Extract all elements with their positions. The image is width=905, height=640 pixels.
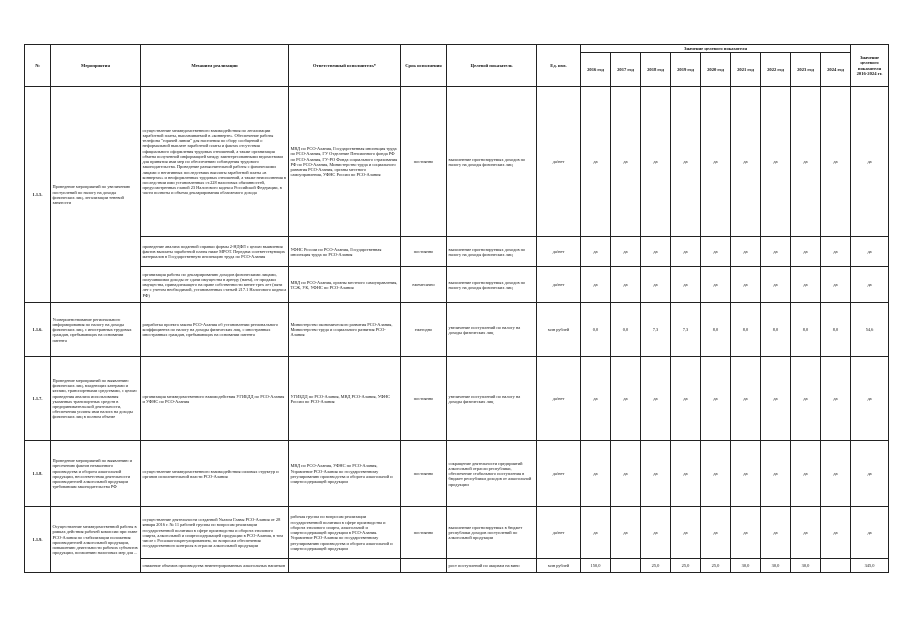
event-cell: Осуществление межведомственной работы в рамках действия рабочей комиссии при главе РСО-Алания по стабилизации положения производителей алкогольной продукции, повышению деятельности рабочих субъектов продукции, погашению налоговых мер для ... <box>51 507 141 573</box>
value-cell: 25,0 <box>641 559 671 573</box>
value-cell: 25,0 <box>701 559 731 573</box>
value-cell: да <box>701 87 731 237</box>
unit-cell: да/нет <box>537 507 581 559</box>
row-number: 1.1.8. <box>25 441 51 507</box>
table-row <box>25 559 889 573</box>
value-cell: да <box>701 237 731 267</box>
header-responsible: Ответственный исполнитель* <box>289 45 401 87</box>
total-cell: 345,0 <box>851 559 889 573</box>
total-cell: да <box>851 87 889 237</box>
value-cell: 8,0 <box>821 303 851 357</box>
table-row <box>25 237 889 267</box>
event-cell: Проведение мероприятий по выявлению физических лиц, владеющих катерами и яхтами, транспортными средствами, с целью проведения анализа использования указанных транспортных средств в предпринимательской деятельности, обеспечения уплаты ими налога на доходы физических лиц в полном объеме <box>51 357 141 441</box>
mechanism-cell: осуществление межведомственного взаимодействия по легализации заработной платы, выплачиваемой в «конверте». Обеспечение работы телефона "горячей линии" для населения по сбору сообщений о неформальной выплате заработной платы и фактах отсутствия официального оформления трудовых отношений, а также организация обмена полученной информацией между заинтересованными ведомствами для принятия ими мер по обеспечению соблюдения трудового законодательства. Проведение разъяснительной работы с физическими лицами о негативных последствиях выплаты заработной платы «в конвертах» и неоформленных трудовых отношений, а также неисполнения в последствии ими установленных ст.228 налоговых обязанностей, предусмотренных главой 23 Налогового кодекса Российской Федерации, в части полноты и объема декларирования облагаемого дохода <box>141 87 289 237</box>
event-cell: Проведение мероприятий по выявлению и пресечению фактов незаконного производства и оборота алкогольной продукции, несоответствия деятельности производителей алкогольной продукции требованиям законодательства РФ <box>51 441 141 507</box>
unit-cell: да/нет <box>537 441 581 507</box>
header-num: № <box>25 45 51 87</box>
value-cell: да <box>731 441 761 507</box>
value-cell: да <box>821 441 851 507</box>
value-cell: 8,0 <box>761 303 791 357</box>
table-row <box>25 267 889 303</box>
value-cell: 0,0 <box>611 303 641 357</box>
value-cell: да <box>581 267 611 303</box>
header-mechanism: Механизм реализации <box>141 45 289 87</box>
value-cell: да <box>671 237 701 267</box>
header-values-group: Значение целевого показателя <box>581 45 851 53</box>
term-cell: постоянно <box>401 441 447 507</box>
mechanism-cell: организация межведомственного взаимодействия УГИБДД по РСО-Алания и УФНС по РСО-Алания <box>141 357 289 441</box>
value-cell: да <box>641 441 671 507</box>
row-number: 1.1.9. <box>25 507 51 573</box>
event-cell: Проведение мероприятий по увеличению поступлений по налогу на доходы физических лиц, легализации теневой занятости <box>51 87 141 303</box>
value-cell: да <box>671 507 701 559</box>
value-cell: да <box>761 237 791 267</box>
table-row <box>25 87 889 237</box>
value-cell: да <box>821 237 851 267</box>
term-cell: постоянно <box>401 507 447 559</box>
table-row <box>25 507 889 559</box>
mechanism-cell: организация работы по декларированию доходов физическими лицами, получившими доходы от сдачи имущества в аренду (наем), от продажи имущества, принадлежащего на праве собственности менее трех лет (пяти лет с учетом необходимой, установленных статьей 217.1 Налогового кодекса РФ) <box>141 267 289 303</box>
value-cell: 8,0 <box>791 303 821 357</box>
row-number: 1.1.7. <box>25 357 51 441</box>
header-year: 2024 год <box>821 53 851 87</box>
value-cell: да <box>761 507 791 559</box>
value-cell: да <box>731 267 761 303</box>
target-cell: выполнение прогнозируемых доходов по налогу на доходы физических лиц <box>447 267 537 303</box>
header-year: 2016 год <box>581 53 611 87</box>
value-cell: да <box>581 441 611 507</box>
value-cell: да <box>671 87 701 237</box>
value-cell: да <box>791 507 821 559</box>
header-unit: Ед. изм. <box>537 45 581 87</box>
header-total: Значение целевого показателя 2016-2024 гг. <box>851 45 889 87</box>
mechanism-cell: проведение анализа поданной справки формы 2-НДФЛ с целью выявления фактов выплаты заработной платы ниже МРОТ. Передача соответствующих материалов в Государственную инспекцию труда по РСО-Алания <box>141 237 289 267</box>
value-cell: да <box>821 357 851 441</box>
mechanism-cell: осуществление деятельности созданной Указом Главы РСО-Алания от 28 января 2016 г. № 11 рабочей группы по вопросам реализации государственной политики в сфере производства и оборота этилового спирта, алкогольной и спиртосодержащей продукции в РСО-Алания, в том числе с Росалкогольрегулированием, по вопросам обеспечения государственного контроля в отрасли алкогольной продукции <box>141 507 289 559</box>
total-cell: да <box>851 441 889 507</box>
value-cell: да <box>731 237 761 267</box>
term-cell: постоянно <box>401 87 447 237</box>
unit-cell: млн рублей <box>537 559 581 573</box>
value-cell: да <box>791 87 821 237</box>
value-cell: 30,0 <box>761 559 791 573</box>
header-year: 2019 год <box>671 53 701 87</box>
value-cell: 8,0 <box>701 303 731 357</box>
event-cell: Усовершенствование регионального информирования по налогу на доходы физических лиц, с иностранных трудовых граждан, пребывающих на основании патента <box>51 303 141 357</box>
row-number: 1.1.5. <box>25 87 51 303</box>
value-cell: да <box>791 237 821 267</box>
value-cell: да <box>641 87 671 237</box>
target-cell: выполнение прогнозируемых в бюджет республики доходов поступлений по алкогольной продукции <box>447 507 537 559</box>
value-cell <box>821 559 851 573</box>
unit-cell: да/нет <box>537 237 581 267</box>
target-cell: выполнение прогнозируемых доходов по налогу на доходы физических лиц <box>447 237 537 267</box>
responsible-cell: Министерство экономического развития РСО-Алания, Министерство труда и социального развития РСО-Алания <box>289 303 401 357</box>
total-cell: да <box>851 267 889 303</box>
responsible-cell: УФНС России по РСО-Алания, Государственная инспекция труда по РСО-Алания <box>289 237 401 267</box>
value-cell: да <box>641 507 671 559</box>
header-year: 2020 год <box>701 53 731 87</box>
responsible-cell <box>289 559 401 573</box>
total-cell: да <box>851 507 889 559</box>
term-cell: ежемесячно <box>401 267 447 303</box>
responsible-cell: МВД по РСО-Алания, Государственная инспекция труда по РСО-Алания, ГУ Отделение Пенсионного фонда РФ по РСО-Алания, ГУ-РО Фонда социального страхования РФ по РСО-Алания, Министерство труда и социального развития РСО-Алания, органы местного самоуправления, УФНС России по РСО-Алания <box>289 87 401 237</box>
value-cell: 0,0 <box>581 303 611 357</box>
value-cell: да <box>671 441 701 507</box>
target-cell: увеличение поступлений по налогу на доходы физических лиц <box>447 303 537 357</box>
term-cell <box>401 559 447 573</box>
value-cell: 8,0 <box>731 303 761 357</box>
responsible-cell: МВД по РСО-Алания, УФНС по РСО-Алания, Управление РСО-Алания по государственному регулированию производства и оборота алкогольной и спиртосодержащей продукции <box>289 441 401 507</box>
value-cell: да <box>581 87 611 237</box>
table-row <box>25 357 889 441</box>
value-cell: да <box>641 357 671 441</box>
row-number: 1.1.6. <box>25 303 51 357</box>
value-cell: да <box>701 441 731 507</box>
value-cell: да <box>821 507 851 559</box>
value-cell: да <box>791 441 821 507</box>
responsible-cell: рабочая группа по вопросам реализации государственной политики в сфере производства и оборота этилового спирта, алкогольной и спиртосодержащей продукции в РСО-Алания. Управление РСО-Алания по государственному регулированию производства и оборота алкогольной и спиртосодержащей продукции <box>289 507 401 559</box>
value-cell: да <box>821 267 851 303</box>
value-cell: да <box>581 507 611 559</box>
value-cell: да <box>701 357 731 441</box>
value-cell: да <box>611 507 641 559</box>
measures-table <box>24 44 889 573</box>
value-cell <box>611 559 641 573</box>
value-cell: да <box>611 441 641 507</box>
header-year: 2022 год <box>761 53 791 87</box>
header-term: Срок исполнения <box>401 45 447 87</box>
target-cell: увеличение поступлений по налогу на доходы физических лиц <box>447 357 537 441</box>
header-event: Мероприятия <box>51 45 141 87</box>
value-cell: да <box>761 87 791 237</box>
value-cell: да <box>671 357 701 441</box>
value-cell: да <box>731 507 761 559</box>
value-cell: да <box>791 357 821 441</box>
unit-cell: млн рублей <box>537 303 581 357</box>
mechanism-cell: снижение объемов производства неинтегрированных алкогольных напитков <box>141 559 289 573</box>
unit-cell: да/нет <box>537 267 581 303</box>
term-cell: постоянно <box>401 357 447 441</box>
responsible-cell: МВД по РСО-Алания, органы местного самоуправления, ТСЖ, УК, УФНС по РСО-Алания <box>289 267 401 303</box>
header-year: 2017 год <box>611 53 641 87</box>
value-cell: да <box>761 441 791 507</box>
unit-cell: да/нет <box>537 87 581 237</box>
target-cell: выполнение прогнозируемых доходов по налогу на доходы физических лиц <box>447 87 537 237</box>
value-cell: да <box>821 87 851 237</box>
value-cell: да <box>611 237 641 267</box>
term-cell: постоянно <box>401 237 447 267</box>
value-cell: да <box>761 357 791 441</box>
value-cell: да <box>731 357 761 441</box>
total-cell: 54,6 <box>851 303 889 357</box>
mechanism-cell: осуществление межведомственного взаимодействия силовых структур и органов исполнительной власти РСО-Алания <box>141 441 289 507</box>
responsible-cell: УГИБДД по РСО-Алания, МВД РСО-Алания, УФНС России по РСО-Алания <box>289 357 401 441</box>
header-year: 2018 год <box>641 53 671 87</box>
header-target: Целевой показатель <box>447 45 537 87</box>
target-cell: рост поступлений по акцизам на вино <box>447 559 537 573</box>
term-cell: ежегодно <box>401 303 447 357</box>
value-cell: да <box>701 267 731 303</box>
header-year: 2021 год <box>731 53 761 87</box>
value-cell: 7,3 <box>641 303 671 357</box>
value-cell: да <box>671 267 701 303</box>
header-year: 2023 год <box>791 53 821 87</box>
value-cell: 25,0 <box>671 559 701 573</box>
mechanism-cell: разработка проекта закона РСО-Алания об установлении регионального коэффициента по налогу на доходы физических лиц, с иностранных иностранных граждан, пребывающих на основании патента <box>141 303 289 357</box>
value-cell: да <box>791 267 821 303</box>
value-cell: да <box>701 507 731 559</box>
value-cell: да <box>611 267 641 303</box>
total-cell: да <box>851 357 889 441</box>
value-cell: да <box>641 237 671 267</box>
value-cell: да <box>761 267 791 303</box>
target-cell: сокращение деятельности предприятий алкогольной отрасли республики, обеспечение стабильного поступления в бюджет республики доходов от алкогольной продукции <box>447 441 537 507</box>
value-cell: да <box>581 357 611 441</box>
unit-cell: да/нет <box>537 357 581 441</box>
value-cell: да <box>611 357 641 441</box>
document-sheet <box>24 44 888 573</box>
value-cell: 7,3 <box>671 303 701 357</box>
value-cell: 150,0 <box>581 559 611 573</box>
value-cell: 30,0 <box>791 559 821 573</box>
table-row <box>25 303 889 357</box>
table-row <box>25 441 889 507</box>
value-cell: да <box>611 87 641 237</box>
value-cell: да <box>731 87 761 237</box>
value-cell: 30,0 <box>731 559 761 573</box>
total-cell: да <box>851 237 889 267</box>
value-cell: да <box>581 237 611 267</box>
value-cell: да <box>641 267 671 303</box>
